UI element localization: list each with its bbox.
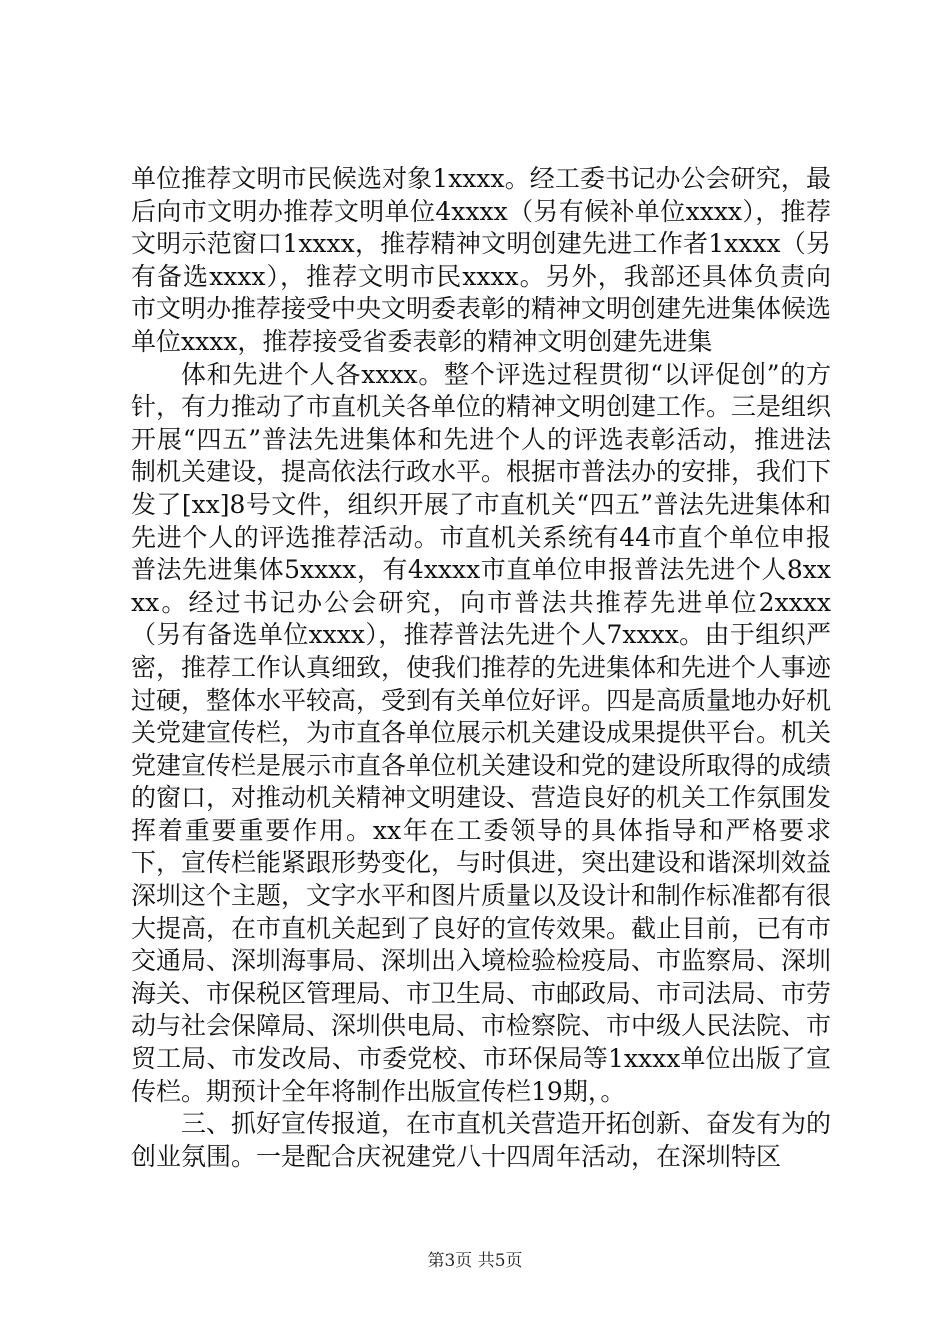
document-body (131, 163, 831, 1173)
paragraph-3: 三、抓好宣传报道，在市直机关营造开拓创新、奋发有为的创业氛围。一是配合庆祝建党八十四周年活动，在深圳特区 (131, 1109, 832, 1171)
paragraph-1: 单位推荐文明市民候选对象1xxxx。经工委书记办公会研究，最后向市文明办推荐文明单位4xxxx（另有候补单位xxxx），推荐文明示范窗口1xxxx，推荐精神文明创建先进工作者1xxxx（另有备选xxxx），推荐文明市民xxxx。另外，我部还具体负责向市文明办推荐接受中央文明委表彰的精神文明创建先进集体候选单位xxxx，推荐接受省委表彰的精神文明创建先进集 (131, 164, 832, 356)
page-number-footer: 第3页 共5页 (427, 1251, 523, 1271)
paragraph-2: 体和先进个人各xxxx。整个评选过程贯彻“以评促创”的方针，有力推动了市直机关各单位的精神文明创建工作。三是组织开展“四五”普法先进集体和先进个人的评选表彰活动，推进法制机关建设，提高依法行政水平。根据市普法办的安排，我们下发了[xx]8号文件，组织开展了市直机关“四五”普法先进集体和先进个人的评选推荐活动。市直机关系统有44市直个单位申报普法先进集体5xxxx，有4xxxx市直单位申报普法先进个人8xxxx。经过书记办公会研究，向市普法共推荐先进单位2xxxx（另有备选单位xxxx），推荐普法先进个人7xxxx。由于组织严密，推荐工作认真细致，使我们推荐的先进集体和先进个人事迹过硬，整体水平较高，受到有关单位好评。四是高质量地办好机关党建宣传栏，为市直各单位展示机关建设成果提供平台。机关党建宣传栏是展示市直各单位机关建设和党的建设所取得的成绩的窗口，对推动机关精神文明建设、营造良好的机关工作氛围发挥着重要重要作用。xx年在工委领导的具体指导和严格要求下，宣传栏能紧跟形势变化，与时俱进，突出建设和谐深圳效益深圳这个主题，文字水平和图片质量以及设计和制作标准都有很大提高，在市直机关起到了良好的宣传效果。截止目前，已有市交通局、深圳海事局、深圳出入境检验检疫局、市监察局、深圳海关、市保税区管理局、市卫生局、市邮政局、市司法局、市劳动与社会保障局、深圳供电局、市检察院、市中级人民法院、市贸工局、市发改局、市委党校、市环保局等1xxxx单位出版了宣传栏。期预计全年将制作出版宣传栏19期，。 (131, 359, 832, 1106)
